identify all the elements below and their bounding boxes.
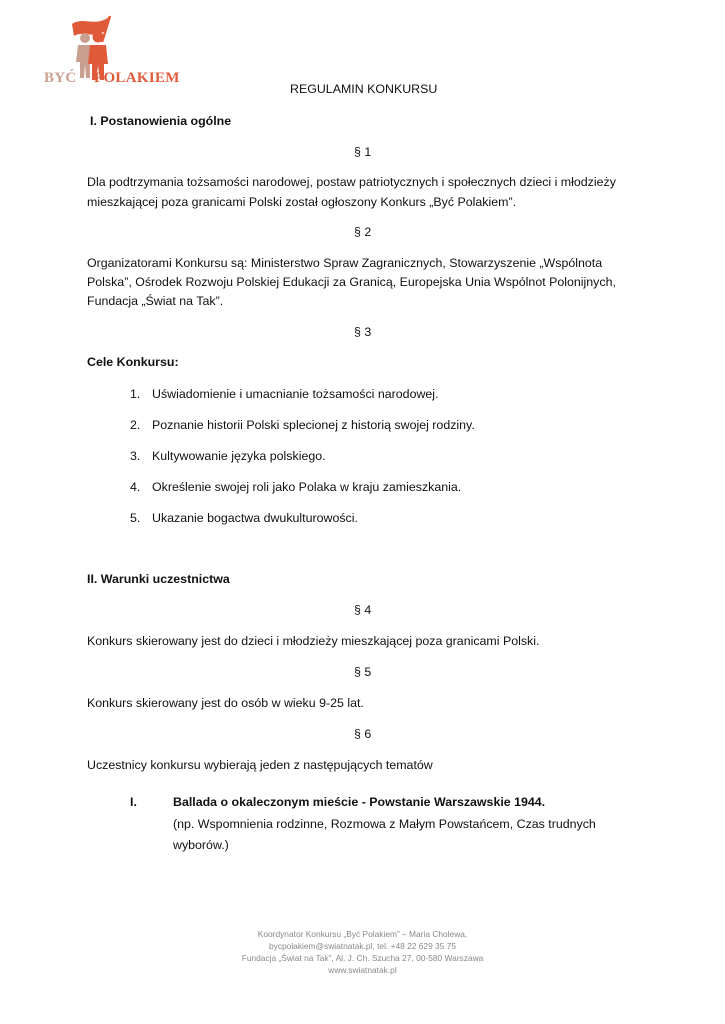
goal-text: Ukazanie bogactwa dwukulturowości. (152, 511, 358, 525)
paragraph-mark-5: § 5 (354, 665, 372, 679)
paragraph-mark-6: § 6 (354, 727, 372, 741)
goal-text: Uświadomienie i umacnianie tożsamości narodowej. (152, 387, 439, 401)
logo (40, 12, 192, 92)
paragraph-mark-4: § 4 (354, 603, 372, 617)
goal-number: 3. (130, 449, 141, 463)
footer-line-coordinator: Koordynator Konkursu „Być Polakiem” – Maria Cholewa, (257, 929, 468, 939)
goal-number: 2. (130, 418, 141, 432)
paragraph-mark-2: § 2 (354, 225, 372, 239)
goal-text: Poznanie historii Polski splecionej z historią swojej rodziny. (152, 418, 475, 432)
topic-title: Ballada o okaleczonym mieście - Powstanie Warszawskie 1944. (173, 795, 546, 809)
paragraph-2-line-2: Polska”, Ośrodek Rozwoju Polskiej Edukacji za Granicą, Europejska Unia Wspólnot Polonijnych, (87, 275, 616, 289)
logo-word-polakiem: POLAKIEM (94, 70, 180, 86)
section-1-heading: I. Postanowienia ogólne (90, 114, 232, 128)
footer-line-contact: bycpolakiem@swiatnatak.pl, tel. +48 22 629 35 75 (268, 941, 457, 951)
paragraph-1-line-2: mieszkającej poza granicami Polski został ogłoszony Konkurs „Być Polakiem”. (87, 195, 517, 209)
footer-line-address: Fundacja „Świat na Tak”, Al. J. Ch. Szucha 27, 00-580 Warszawa (241, 953, 484, 963)
goal-text: Określenie swojej roli jako Polaka w kraju zamieszkania. (152, 480, 462, 494)
goals-heading: Cele Konkursu: (87, 355, 179, 369)
logo-word-byc: BYĆ (44, 70, 77, 86)
goal-text: Kultywowanie języka polskiego. (152, 449, 326, 463)
document-title: REGULAMIN KONKURSU (290, 82, 438, 96)
paragraph-6-text: Uczestnicy konkursu wybierają jeden z następujących tematów (87, 758, 433, 772)
paragraph-mark-1: § 1 (354, 145, 372, 159)
paragraph-5-text: Konkurs skierowany jest do osób w wieku 9-25 lat. (87, 696, 364, 710)
paragraph-2-line-1: Organizatorami Konkursu są: Ministerstwo Spraw Zagranicznych, Stowarzyszenie „Wspólnota (87, 256, 603, 270)
goal-number: 5. (130, 511, 141, 525)
topic-description-line-1: (np. Wspomnienia rodzinne, Rozmowa z Małym Powstańcem, Czas trudnych (173, 817, 596, 831)
section-2-heading: II. Warunki uczestnictwa (87, 572, 230, 586)
topic-description-line-2: wyborów.) (173, 838, 229, 852)
footer-line-website[interactable]: www.swiatnatak.pl (328, 965, 397, 975)
paragraph-1-line-1: Dla podtrzymania tożsamości narodowej, postaw patriotycznych i społecznych dzieci i młodzieży (87, 175, 616, 189)
topic-number: I. (130, 795, 137, 809)
goal-number: 1. (130, 387, 141, 401)
goal-number: 4. (130, 480, 141, 494)
paragraph-mark-3: § 3 (354, 325, 372, 339)
paragraph-2-line-3: Fundacja „Świat na Tak”. (87, 294, 224, 308)
paragraph-4-text: Konkurs skierowany jest do dzieci i młodzieży mieszkającej poza granicami Polski. (87, 634, 540, 648)
